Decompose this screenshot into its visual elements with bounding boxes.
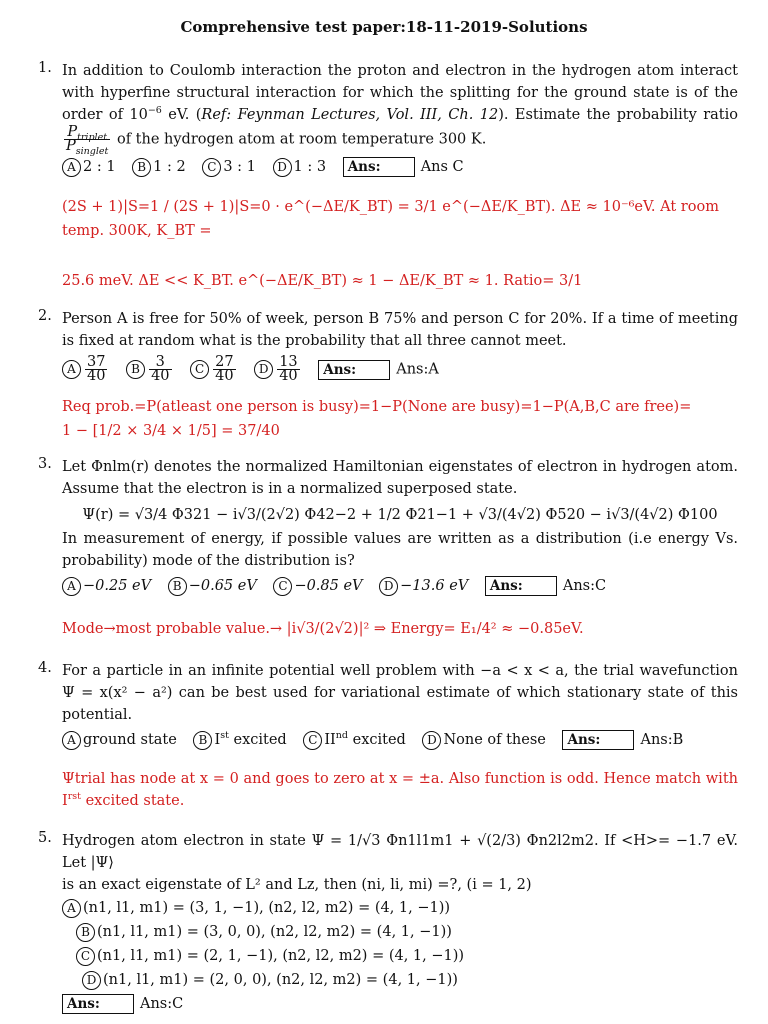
option-c[interactable]: C $\frac{27}{40}$ — [190, 356, 237, 383]
question-number: 3. — [38, 456, 52, 472]
answer-value: Ans:C — [562, 578, 607, 594]
option-b[interactable]: B (n1, l1, m1) = (3, 0, 0), (n2, l2, m2) = (4, 1, −1)) — [76, 920, 738, 944]
option-letter: C — [202, 158, 221, 177]
option-letter: B — [132, 158, 151, 177]
reference: Ref: Feynman Lectures, Vol. III, Ch. 12 — [201, 107, 499, 123]
question-text: For a particle in an infinite potential well problem with −a < x < a, the trial wavefunction Ψ = x(x² − a²) can be best used for variational estimate of which stationary state of this potential. — [62, 663, 738, 723]
equation: Ψ(r) = √3/4 Φ321 − i√3/(2√2) Φ42−2 + 1/2 Φ21−1 + √3/(4√2) Φ520 − i√3/(4√2) Φ100 — [82, 507, 718, 523]
question-3 — [38, 456, 738, 598]
question-text: Hydrogen atom electron in state Ψ = 1/√3 Φn1l1m1 + √(2/3) Φn2l2m2. If <H>= −1.7 eV. Let |Ψ⟩ — [62, 833, 738, 871]
question-text: of the hydrogen atom at room temperature 300 K. — [112, 131, 487, 148]
answer-value: Ans:C — [140, 996, 184, 1012]
option-d[interactable]: D (n1, l1, m1) = (2, 0, 0), (n2, l2, m2) = (4, 1, −1)) — [82, 968, 738, 992]
question-4 — [38, 660, 738, 752]
option-d[interactable]: D None of these — [422, 728, 545, 752]
option-d[interactable]: D 1 : 3 — [273, 155, 327, 179]
question-number: 2. — [38, 308, 52, 324]
option-c[interactable]: C 3 : 1 — [202, 155, 256, 179]
question-2 — [38, 308, 738, 383]
exponent: −6 — [147, 105, 162, 117]
solution-line: (2S + 1)|S=1 / (2S + 1)|S=0 · e^(−ΔE/K_BT) = 3/1 e^(−ΔE/K_BT). ΔE ≈ 10⁻⁶eV. At room temp. 300K, K_BT = — [62, 199, 719, 239]
question-text: ). Estimate the probability ratio — [498, 107, 738, 123]
option-a[interactable]: A $\frac{37}{40}$ — [62, 356, 109, 383]
options — [62, 155, 738, 179]
page-title: Comprehensive test paper:18-11-2019-Solutions — [180, 18, 588, 36]
solution-line: 25.6 meV. ΔE << K_BT. e^(−ΔE/K_BT) ≈ 1 − ΔE/K_BT ≈ 1. Ratio= 3/1 — [62, 273, 583, 289]
answer-value: Ans C — [420, 159, 464, 175]
solution-3: Mode→most probable value.→ |i√3/(2√2)|² ⇒ Energy= E₁/4² ≈ −0.85eV. — [62, 621, 584, 637]
solution-text: excited state. — [80, 793, 185, 809]
option-a[interactable]: A 2 : 1 — [62, 155, 116, 179]
option-b[interactable]: B 1 : 2 — [132, 155, 186, 179]
solution-1 — [62, 195, 738, 293]
question-text: Let Φnlm(r) denotes the normalized Hamiltonian eigenstates of electron in hydrogen atom. Assume that the electron is in a normalized superposed state. — [62, 459, 738, 497]
options — [62, 574, 738, 598]
options — [62, 728, 738, 752]
question-number: 5. — [38, 830, 52, 846]
answer-row — [62, 992, 738, 1016]
answer-value: Ans:A — [396, 361, 439, 378]
solution-line: 1 − [1/2 × 3/4 × 1/5] = 37/40 — [62, 423, 280, 439]
option-a[interactable]: A ground state — [62, 728, 177, 752]
option-b[interactable]: B −0.65 eV — [168, 574, 257, 598]
question-text: Person A is free for 50% of week, person B 75% and person C for 20%. If a time of meeting is fixed at random what is the probability that all three cannot meet. — [62, 311, 738, 349]
solution-2 — [62, 395, 738, 443]
question-5 — [38, 830, 738, 1016]
option-letter: A — [62, 158, 81, 177]
answer-box[interactable]: Ans: — [562, 730, 634, 750]
answer-box[interactable]: Ans: — [318, 360, 390, 380]
option-b[interactable]: B Ist excited — [193, 728, 286, 752]
question-text: eV. ( — [161, 107, 202, 123]
solution-text: Ψtrial has node at x = 0 and goes to zero at x = ±a. Also function is odd. Hence match with I — [62, 771, 738, 809]
probability-ratio-fraction: $\frac{P_{triplet}}{P_{singlet}}$ — [66, 124, 109, 157]
option-c[interactable]: C IInd excited — [303, 728, 406, 752]
question-text: is an exact eigenstate of L² and Lz, then (ni, li, mi) =?, (i = 1, 2) — [62, 877, 532, 893]
option-c[interactable]: C −0.85 eV — [273, 574, 362, 598]
question-number: 4. — [38, 660, 52, 676]
solution-4 — [62, 768, 738, 812]
question-text: In addition to Coulomb interaction the proton and electron in the hydrogen atom interact with hyperfine structural interaction for which the splitting for the ground state is of the order of 10 — [62, 63, 738, 123]
superscript: rst — [67, 791, 81, 803]
question-1 — [38, 60, 738, 179]
option-letter: D — [273, 158, 292, 177]
answer-value: Ans:B — [640, 732, 684, 748]
question-text: In measurement of energy, if possible values are written as a distribution (i.e energy Vs. probability) mode of the distribution is? — [62, 531, 738, 569]
solution-line: Req prob.=P(atleast one person is busy)=1−P(None are busy)=1−P(A,B,C are free)= — [62, 399, 692, 415]
answer-box[interactable]: Ans: — [485, 576, 557, 596]
question-number: 1. — [38, 60, 52, 76]
option-c[interactable]: C (n1, l1, m1) = (2, 1, −1), (n2, l2, m2) = (4, 1, −1)) — [76, 944, 738, 968]
answer-box[interactable]: Ans: — [62, 994, 134, 1014]
option-a[interactable]: A −0.25 eV — [62, 574, 151, 598]
option-d[interactable]: D $\frac{13}{40}$ — [254, 356, 301, 383]
options — [62, 356, 738, 383]
option-b[interactable]: B $\frac{3}{40}$ — [126, 356, 173, 383]
option-a[interactable]: A (n1, l1, m1) = (3, 1, −1), (n2, l2, m2) = (4, 1, −1)) — [62, 896, 738, 920]
answer-box[interactable]: Ans: — [343, 157, 415, 177]
option-d[interactable]: D −13.6 eV — [379, 574, 468, 598]
